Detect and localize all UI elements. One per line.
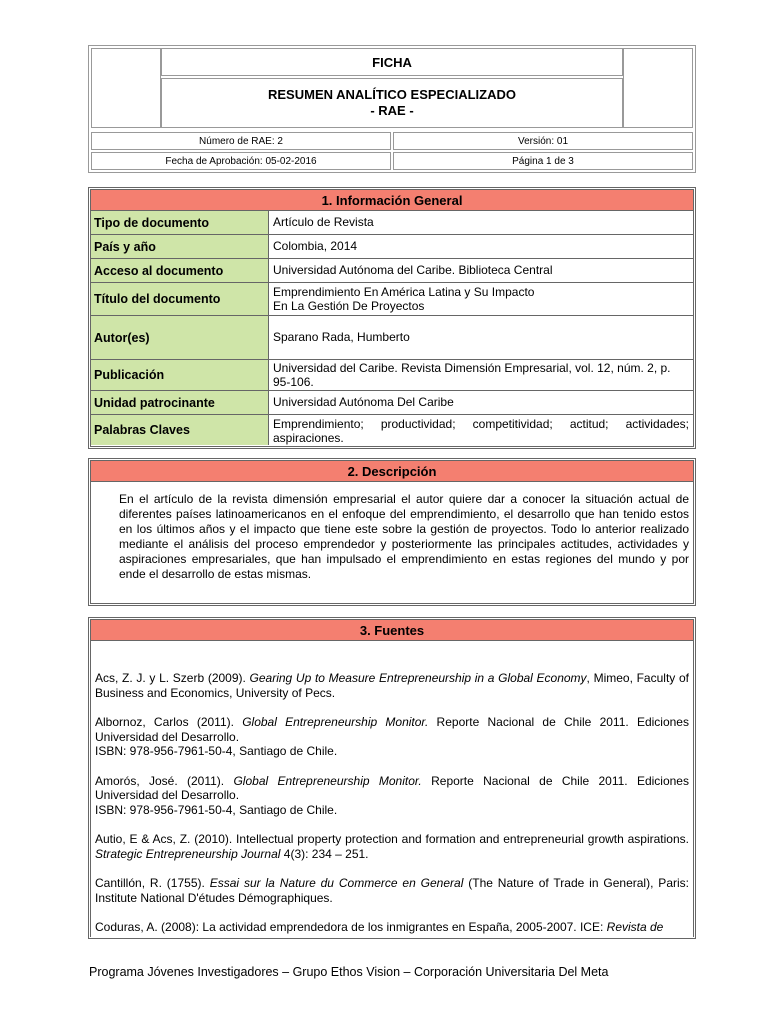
page-footer: Programa Jóvenes Investigadores – Grupo Ethos Vision – Corporación Universitaria Del Meta xyxy=(89,965,609,979)
section-sources xyxy=(88,617,696,939)
reference-item: Autio, E & Acs, Z. (2010). Intellectual property protection and formation and entrepreneurial growth aspirations. Strategic Entrepreneurship Journal 4(3): 234 – 251. xyxy=(95,832,689,861)
info-value: Artículo de Revista xyxy=(273,215,374,230)
info-label: Palabras Claves xyxy=(91,415,269,445)
info-label: Unidad patrocinante xyxy=(91,391,269,414)
header-title: FICHA xyxy=(161,48,623,76)
reference-list xyxy=(91,671,693,935)
reference-item: Amorós, José. (2011). Global Entrepreneurship Monitor. Reporte Nacional de Chile 2011. Ediciones Universidad del Desarrollo. ISBN: 978-956-7961-50-4, Santiago de Chile. xyxy=(95,773,689,817)
reference-item: Coduras, A. (2008): La actividad emprendedora de los inmigrantes en España, 2005-2007. ICE: Revista de xyxy=(95,920,664,934)
info-row xyxy=(91,316,693,360)
description-text: En el artículo de la revista dimensión empresarial el autor quiere dar a conocer la situación actual de diferentes países latinoamericanos en el enfoque del emprendimiento, el desarrollo que han tenido estos en los últimos años y el impacto que tiene este sobre la gestión de proyectos. Todo lo anterior realizado mediante el análisis del proceso emprendedor y posteriormente las principales actitudes, actividades y aspiraciones empresariales, que han impulsado el emprendimiento en estas regiones del mundo y por ende el desarrollo de estas mismas. xyxy=(119,492,689,581)
section-title: 3. Fuentes xyxy=(91,620,693,641)
section-general-info xyxy=(88,187,696,449)
logo-right-placeholder xyxy=(623,48,693,128)
header-subtitle: RESUMEN ANALÍTICO ESPECIALIZADO - RAE - xyxy=(161,78,623,128)
info-value: Emprendimiento En América Latina y Su Impacto En La Gestión De Proyectos xyxy=(273,284,535,313)
header-box xyxy=(88,45,696,173)
info-row xyxy=(91,259,693,283)
info-value: Colombia, 2014 xyxy=(273,239,358,254)
info-label: Autor(es) xyxy=(91,316,269,359)
section-description xyxy=(88,458,696,606)
section-title: 1. Información General xyxy=(91,190,693,211)
info-row xyxy=(91,283,693,316)
version: Versión: 01 xyxy=(393,132,693,150)
info-label: Acceso al documento xyxy=(91,259,269,282)
rae-number: Número de RAE: 2 xyxy=(91,132,391,150)
info-value: Universidad Autónoma Del Caribe xyxy=(273,395,454,410)
info-row xyxy=(91,415,693,445)
info-value: Universidad del Caribe. Revista Dimensión Empresarial, vol. 12, núm. 2, p. 95-106. xyxy=(273,360,671,389)
info-label: Título del documento xyxy=(91,283,269,315)
info-value: Emprendimiento; productividad; competitividad; actitud; actividades; aspiraciones. xyxy=(273,417,689,446)
reference-item: Cantillón, R. (1755). Essai sur la Nature du Commerce en General (The Nature of Trade in General), Paris: Institute National D'études Démographiques. xyxy=(95,876,689,905)
info-value: Sparano Rada, Humberto xyxy=(273,330,410,345)
approval-date: Fecha de Aprobación: 05-02-2016 xyxy=(91,152,391,170)
info-label: País y año xyxy=(91,235,269,258)
reference-item: Albornoz, Carlos (2011). Global Entrepreneurship Monitor. Reporte Nacional de Chile 2011. Ediciones Universidad del Desarrollo. ISBN: 978-956-7961-50-4, Santiago de Chile. xyxy=(95,715,689,758)
info-value: Universidad Autónoma del Caribe. Biblioteca Central xyxy=(273,263,553,278)
info-row xyxy=(91,391,693,415)
reference-item: Acs, Z. J. y L. Szerb (2009). Gearing Up to Measure Entrepreneurship in a Global Economy, Mimeo, Faculty of Business and Economics, University of Pecs. xyxy=(95,671,689,700)
logo-left-placeholder xyxy=(91,48,161,128)
info-row xyxy=(91,235,693,259)
section-title: 2. Descripción xyxy=(91,461,693,482)
info-label: Tipo de documento xyxy=(91,211,269,234)
info-row xyxy=(91,360,693,391)
info-label: Publicación xyxy=(91,360,269,390)
info-row xyxy=(91,211,693,235)
page-number: Página 1 de 3 xyxy=(393,152,693,170)
